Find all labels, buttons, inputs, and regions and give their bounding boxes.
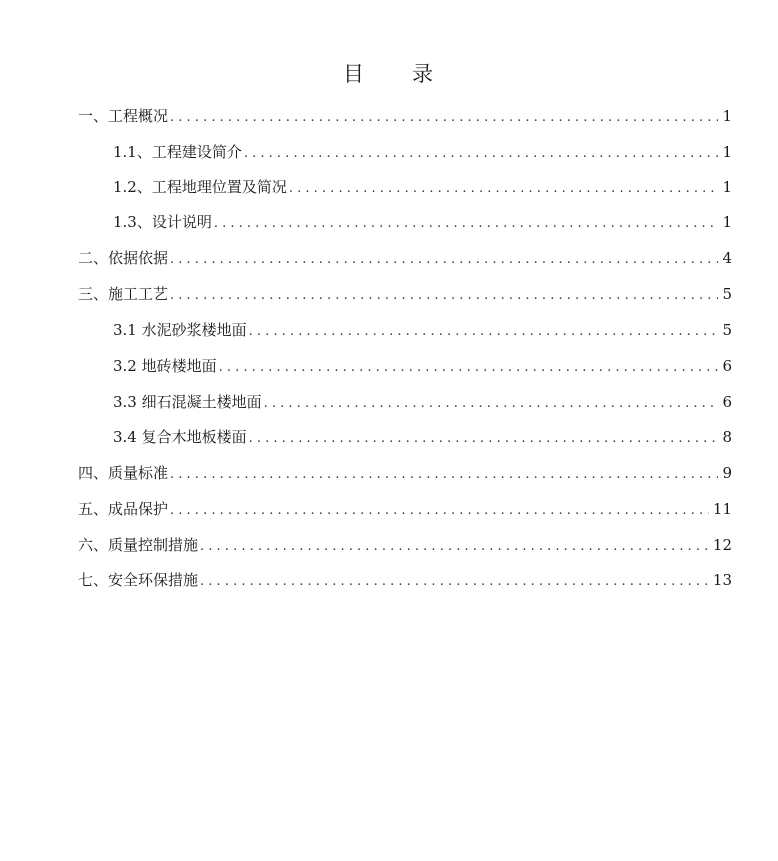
toc-entry[interactable] [78, 246, 732, 270]
toc-entry-page: 1 [722, 143, 732, 161]
toc-entry-page: 5 [722, 321, 732, 339]
toc-entry-label: 四、质量标准 [78, 464, 169, 482]
toc-entry-page: 4 [722, 249, 732, 267]
toc-leader-dots [289, 177, 718, 201]
toc-entry-label: 3.3 细石混凝土楼地面 [113, 393, 262, 411]
toc-entry-page: 6 [722, 393, 732, 411]
toc-entry[interactable] [113, 175, 732, 199]
toc-entry[interactable] [78, 533, 732, 557]
toc-entry-label: 五、成品保护 [78, 500, 169, 518]
toc-entry[interactable] [78, 461, 732, 485]
toc-leader-dots [264, 392, 718, 416]
toc-entry-page: 5 [722, 285, 732, 303]
toc-leader-dots [249, 320, 718, 344]
toc-leader-dots [200, 570, 709, 594]
toc-leader-dots [244, 142, 718, 166]
toc-entry-page: 12 [712, 536, 732, 554]
toc-entry-label: 七、安全环保措施 [78, 571, 199, 589]
toc-entry[interactable] [113, 318, 732, 342]
toc-entry-label: 1.3、设计说明 [113, 213, 212, 231]
toc-entry[interactable] [78, 568, 732, 592]
toc-leader-dots [170, 248, 718, 272]
toc-title-part2: 录 [412, 62, 435, 86]
toc-entry-page: 6 [722, 357, 732, 375]
toc-entry-label: 二、依据依据 [78, 249, 169, 267]
toc-entry[interactable] [113, 390, 732, 414]
toc-entry-page: 1 [722, 107, 732, 125]
toc-entry-label: 1.1、工程建设简介 [113, 143, 242, 161]
toc-entry-label: 1.2、工程地理位置及简况 [113, 178, 287, 196]
toc-entry[interactable] [78, 104, 732, 128]
toc-entry[interactable] [113, 425, 732, 449]
toc-leader-dots [219, 356, 718, 380]
toc-entry-label: 3.4 复合木地板楼面 [113, 428, 247, 446]
toc-entry-page: 1 [722, 213, 732, 231]
toc-entry[interactable] [113, 210, 732, 234]
toc-entry-page: 11 [712, 500, 732, 518]
toc-leader-dots [214, 212, 718, 236]
toc-entry[interactable] [113, 140, 732, 164]
toc-entry-label: 一、工程概况 [78, 107, 169, 125]
toc-entry-page: 9 [722, 464, 732, 482]
toc-leader-dots [249, 427, 718, 451]
toc-entry-label: 三、施工工艺 [78, 285, 169, 303]
toc-entry-page: 13 [712, 571, 732, 589]
toc-entry-page: 8 [722, 428, 732, 446]
toc-entry-label: 六、质量控制措施 [78, 536, 199, 554]
toc-title-part1: 目 [343, 62, 366, 86]
toc-leader-dots [170, 284, 718, 308]
toc-entry-label: 3.2 地砖楼地面 [113, 357, 217, 375]
toc-title [0, 58, 778, 88]
toc-leader-dots [170, 499, 709, 523]
toc-entry-page: 1 [722, 178, 732, 196]
toc-entry-label: 3.1 水泥砂浆楼地面 [113, 321, 247, 339]
toc-leader-dots [170, 463, 718, 487]
toc-entry[interactable] [78, 282, 732, 306]
toc-leader-dots [200, 535, 709, 559]
toc-entry[interactable] [113, 354, 732, 378]
toc-leader-dots [170, 106, 718, 130]
toc-entry[interactable] [78, 497, 732, 521]
